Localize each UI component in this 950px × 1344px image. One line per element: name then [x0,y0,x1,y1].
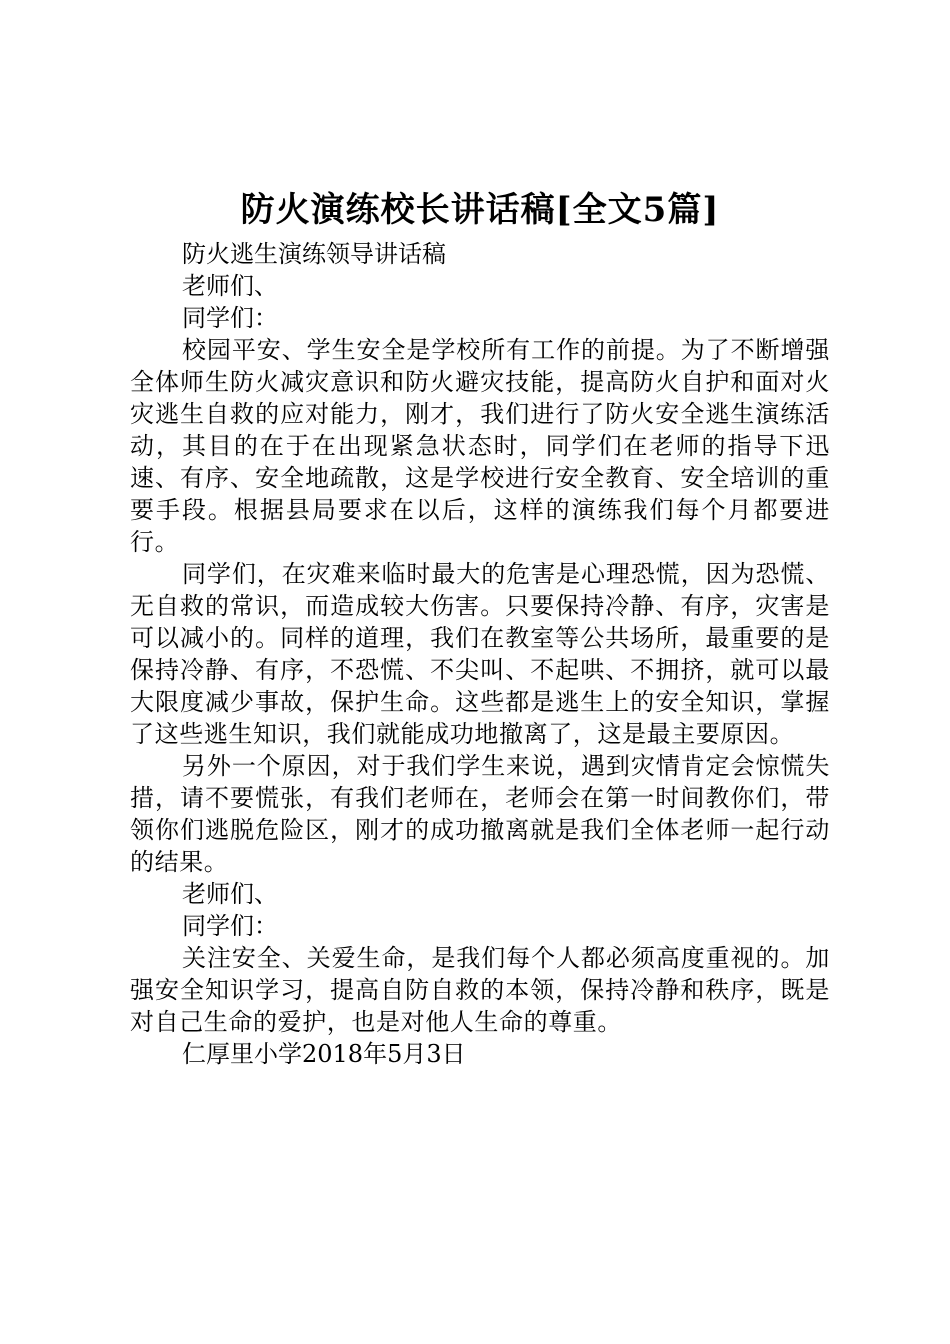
greeting-teachers: 老师们、 [182,272,278,300]
document-page [130,186,830,1070]
paragraph-safety-premise: 校园平安、学生安全是学校所有工作的前提。为了不断增强全体师生防火减灾意识和防火避灾技能，提高防火自护和面对火灾逃生自救的应对能力，刚才，我们进行了防火安全逃生演练活动，其目的在于在出现紧急状态时，同学们在老师的指导下迅速、有序、安全地疏散，这是学校进行安全教育、安全培训的重要手段。根据县局要求在以后，这样的演练我们每个月都要进行。 [130,336,830,556]
document-title: 防火演练校长讲话稿[全文5篇] [240,190,720,230]
paragraph-stay-calm: 同学们，在灾难来临时最大的危害是心理恐慌，因为恐慌、无自救的常识，而造成较大伤害。只要保持冷静、有序，灾害是可以减小的。同样的道理，我们在教室等公共场所，最重要的是保持冷静、有序，不恐慌、不尖叫、不起哄、不拥挤，就可以最大限度减少事故，保护生命。这些都是逃生上的安全知识，掌握了这些逃生知识，我们就能成功地撤离了，这是最主要原因。 [130,560,830,748]
paragraph-closing: 关注安全、关爱生命，是我们每个人都必须高度重视的。加强安全知识学习，提高自防自救的本领，保持冷静和秩序，既是对自己生命的爱护，也是对他人生命的尊重。 [130,944,830,1036]
document-subtitle: 防火逃生演练领导讲话稿 [182,240,446,268]
greeting-students: 同学们： [182,304,278,332]
signature-date: 仁厚里小学2018年5月3日 [182,1040,466,1068]
paragraph-teachers-guidance: 另外一个原因，对于我们学生来说，遇到灾情肯定会惊慌失措，请不要慌张，有我们老师在，老师会在第一时间教你们，带领你们逃脱危险区，刚才的成功撤离就是我们全体老师一起行动的结果。 [130,752,830,876]
greeting-students-2: 同学们： [182,912,278,940]
greeting-teachers-2: 老师们、 [182,880,278,908]
